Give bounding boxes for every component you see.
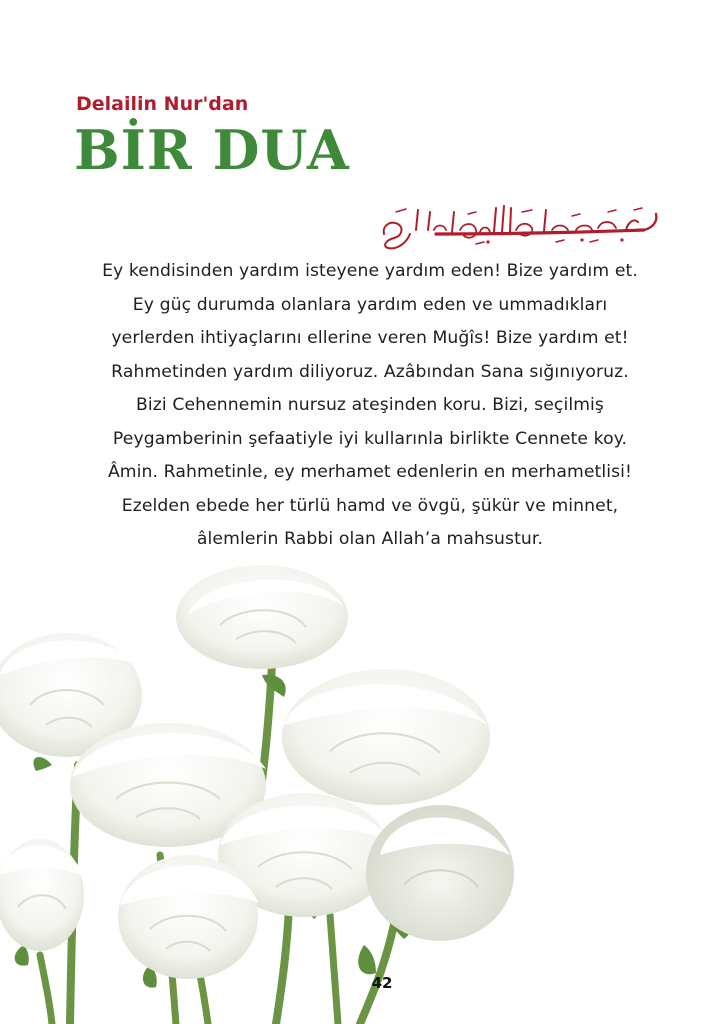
section-kicker: Delailin Nur'dan xyxy=(76,93,249,115)
prayer-line: Peygamberinin şefaatiyle iyi kullarınla birlikte Cennete koy. xyxy=(112,428,628,449)
prayer-line: yerlerden ihtiyaçlarını ellerine veren Muğîs! Bize yardım et! xyxy=(111,328,629,348)
prayer-line: Ezelden ebede her türlü hamd ve övgü, şükür ve minnet, xyxy=(121,495,619,516)
prayer-line: Ey kendisinden yardım isteyene yardım eden! Bize yardım et. xyxy=(102,261,638,281)
prayer-text xyxy=(40,255,700,557)
page-title: BİR DUA xyxy=(74,118,350,182)
white-roses-bouquet-icon xyxy=(0,555,724,1024)
prayer-line: Bizi Cehennemin nursuz ateşinden koru. Bizi, seçilmiş xyxy=(136,395,604,415)
basmala-calligraphy-icon xyxy=(376,200,666,252)
prayer-line: Rahmetinden yardım diliyoruz. Azâbından Sana sığınıyoruz. xyxy=(111,361,629,382)
page-number: 42 xyxy=(371,974,393,992)
prayer-line: âlemlerin Rabbi olan Allah’a mahsustur. xyxy=(196,529,544,549)
prayer-line: Âmin. Rahmetinle, ey merhamet edenlerin en merhametlisi! xyxy=(107,462,633,482)
prayer-line: Ey güç durumda olanlara yardım eden ve ummadıkları xyxy=(132,294,608,315)
